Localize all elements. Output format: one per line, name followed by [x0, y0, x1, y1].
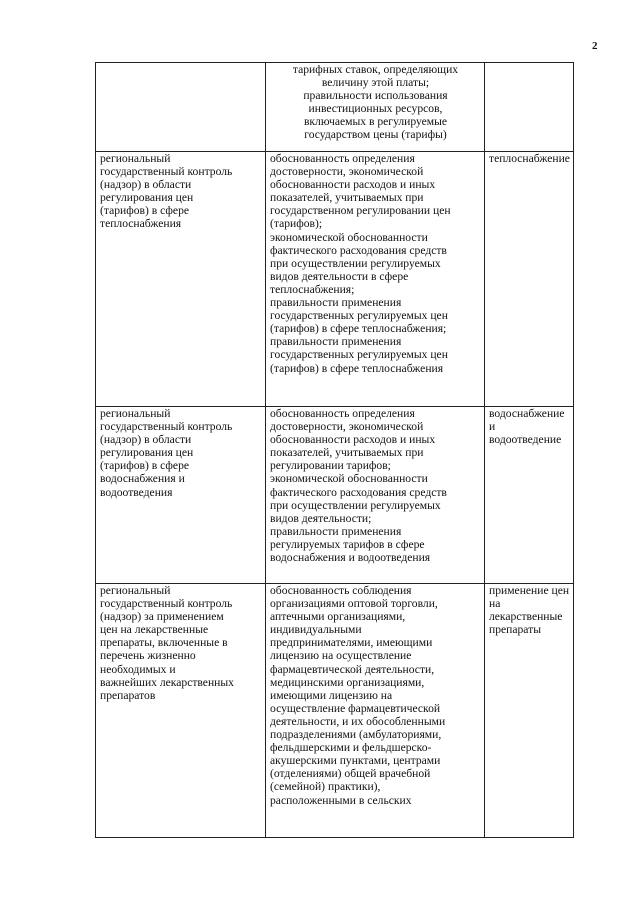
control-subject-cell: обоснованность определения достоверности, экономической обоснованности расходов и иных показателей, учитываемых при государственном регулировании цен (тарифов); экономической обоснованности фактического расходования средств при осуществлении регулируемых видов деятельности в сфере теплоснабжения; правильности применения государственных регулируемых цен (тарифов) в сфере теплоснабжения; правильности применения государственных регулируемых цен (тарифов) в сфере теплоснабжения: [266, 152, 485, 407]
control-subject-cell: тарифных ставок, определяющих величину этой платы; правильности использования инвестиционных ресурсов, включаемых в регулируемые государством цены (тарифы): [266, 63, 485, 152]
table-row: [96, 152, 574, 407]
sphere-cell: [485, 63, 574, 152]
control-subject-cell: обоснованность определения достоверности, экономической обоснованности расходов и иных показателей, учитываемых при регулировании тарифов; экономической обоснованности фактического расходования средств при осуществлении регулируемых видов деятельности; правильности применения регулируемых тарифов в сфере водоснабжения и водоотведения: [266, 407, 485, 584]
control-type-cell: региональный государственный контроль (надзор) за применением цен на лекарственные препараты, включенные в перечень жизненно необходимых и важнейших лекарственных препаратов: [96, 584, 266, 838]
table-row: [96, 407, 574, 584]
regulation-table: [95, 62, 574, 838]
control-type-cell: [96, 63, 266, 152]
sphere-cell: теплоснабжение: [485, 152, 574, 407]
sphere-cell: водоснабжение и водоотведение: [485, 407, 574, 584]
table-row: [96, 584, 574, 838]
page-number: 2: [592, 40, 598, 52]
control-type-cell: региональный государственный контроль (надзор) в области регулирования цен (тарифов) в сфере теплоснабжения: [96, 152, 266, 407]
control-subject-cell: обоснованность соблюдения организациями оптовой торговли, аптечными организациями, индивидуальными предпринимателями, имеющими лицензию на осуществление фармацевтической деятельности, медицинскими организациями, имеющими лицензию на осуществление фармацевтической деятельности, и их обособленными подразделениями (амбулаториями, фельдшерскими и фельдшерско- акушерскими пунктами, центрами (отделениями) общей врачебной (семейной) практики), расположенными в сельских: [266, 584, 485, 838]
control-type-cell: региональный государственный контроль (надзор) в области регулирования цен (тарифов) в сфере водоснабжения и водоотведения: [96, 407, 266, 584]
table-row: [96, 63, 574, 152]
sphere-cell: применение цен на лекарственные препараты: [485, 584, 574, 838]
